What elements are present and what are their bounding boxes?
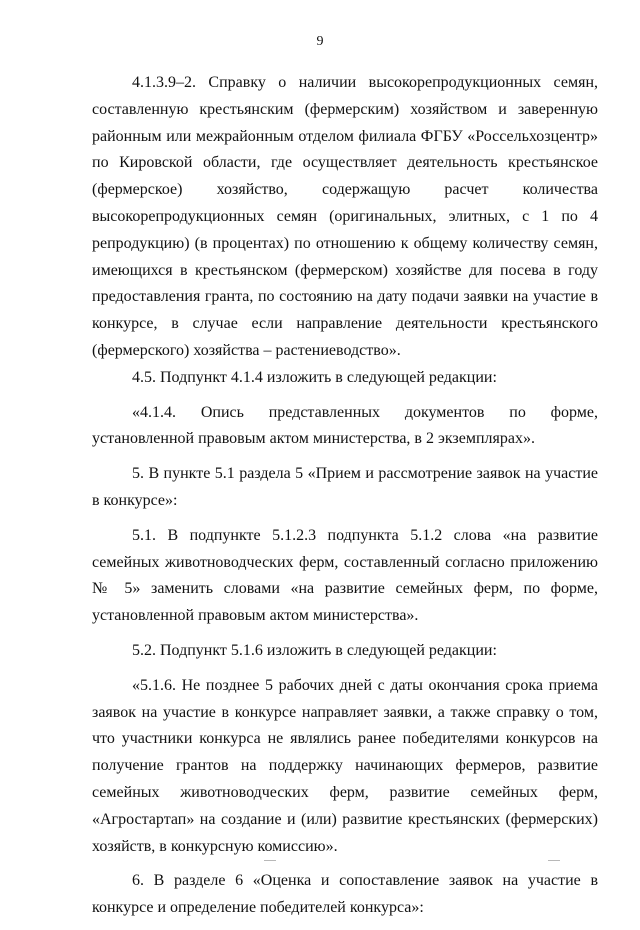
scan-mark [264,860,276,861]
page-number: 9 [316,34,324,49]
paragraph-6: 6. В разделе 6 «Оценка и сопоставление заявок на участие в конкурсе и определение победителей конкурса»: [92,872,598,917]
scan-mark [548,860,560,861]
paragraph-5-1-6: «5.1.6. Не позднее 5 рабочих дней с даты окончания срока приема заявок на участие в конкурсе направляет заявки, а также справку о том, что участники конкурса не являлись ранее победителями конкурсов на получение грантов на поддержку начинающих фермеров, развитие семейных животноводческих ферм, развитие семейных ферм, «Агростартап» на создание и (или) развитие крестьянских (фермерских) хозяйств, в конкурсную комиссию». [92,676,598,855]
paragraph-4-1-4: «4.1.4. Опись представленных документов по форме, установленной правовым актом министерства, в 2 экземплярах». [92,403,598,448]
paragraph-4-1-3-9-2: 4.1.3.9–2. Справку о наличии высокорепродукционных семян, составленную крестьянским (фермерским) хозяйством и заверенную районным или межрайонным отделом филиала ФГБУ «Россельхозцентр» по Кировской области, где осуществляет деятельность крестьянское (фермерское) хозяйство, содержащую расчет количества высокорепродукционных семян (оригинальных, элитных, с 1 по 4 репродукцию) (в процентах) по отношению к общему количеству семян, имеющихся в крестьянском (фермерском) хозяйстве для посева в году предоставления гранта, по состоянию на дату подачи заявки на участие в конкурсе, в случае если направление деятельности крестьянского (фермерского) хозяйства – растениеводство». [92,74,598,359]
paragraph-5-1: 5.1. В подпункте 5.1.2.3 подпункта 5.1.2 слова «на развитие семейных животноводческих ферм, составленный согласно приложению № 5» заменить словами «на развитие семейных ферм, по форме, установленной правовым актом министерства». [92,526,598,625]
paragraph-5-2: 5.2. Подпункт 5.1.6 изложить в следующей редакции: [132,641,497,659]
document-body [92,70,598,930]
paragraph-4-5: 4.5. Подпункт 4.1.4 изложить в следующей редакции: [132,368,497,386]
paragraph-5: 5. В пункте 5.1 раздела 5 «Прием и рассмотрение заявок на участие в конкурсе»: [92,465,598,509]
